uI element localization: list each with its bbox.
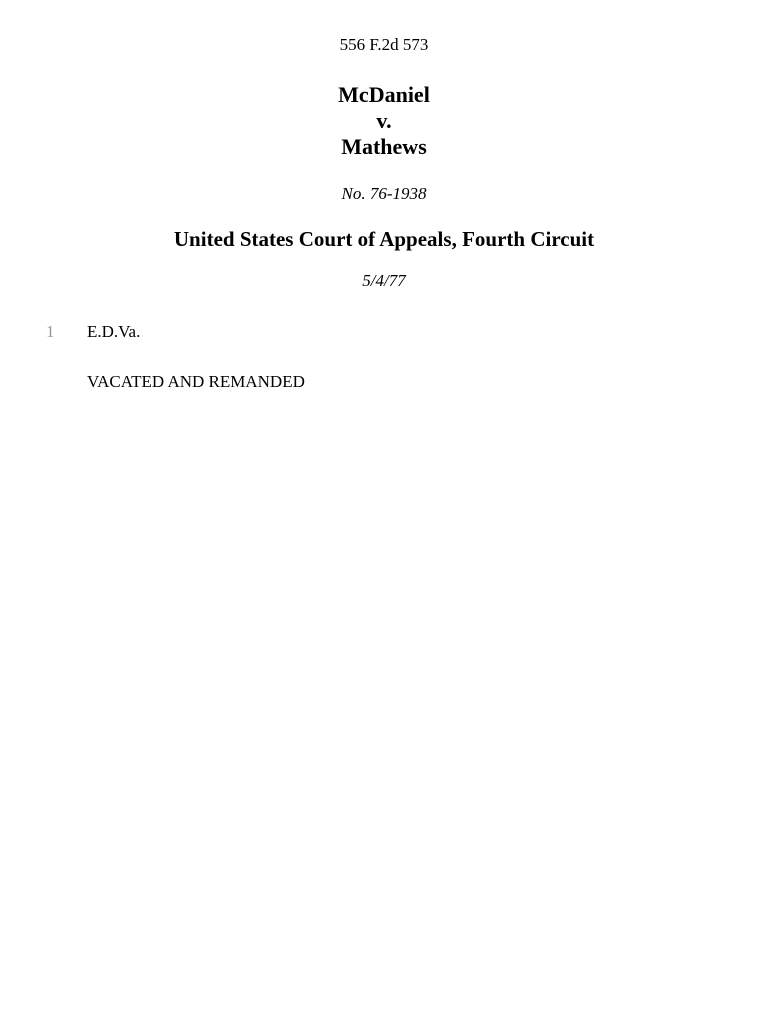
decision-date: 5/4/77 — [362, 271, 406, 290]
paragraph-number: 1 — [46, 322, 55, 341]
case-citation: 556 F.2d 573 — [339, 35, 429, 54]
paragraph-text: E.D.Va. — [87, 322, 141, 341]
versus-label: v. — [376, 108, 392, 133]
court-name: United States Court of Appeals, Fourth Circuit — [173, 227, 595, 251]
plaintiff-name: McDaniel — [338, 82, 430, 107]
docket-number: No. 76-1938 — [341, 184, 427, 203]
case-title — [0, 82, 768, 160]
defendant-name: Mathews — [341, 134, 427, 159]
disposition-text: VACATED AND REMANDED — [87, 372, 305, 391]
